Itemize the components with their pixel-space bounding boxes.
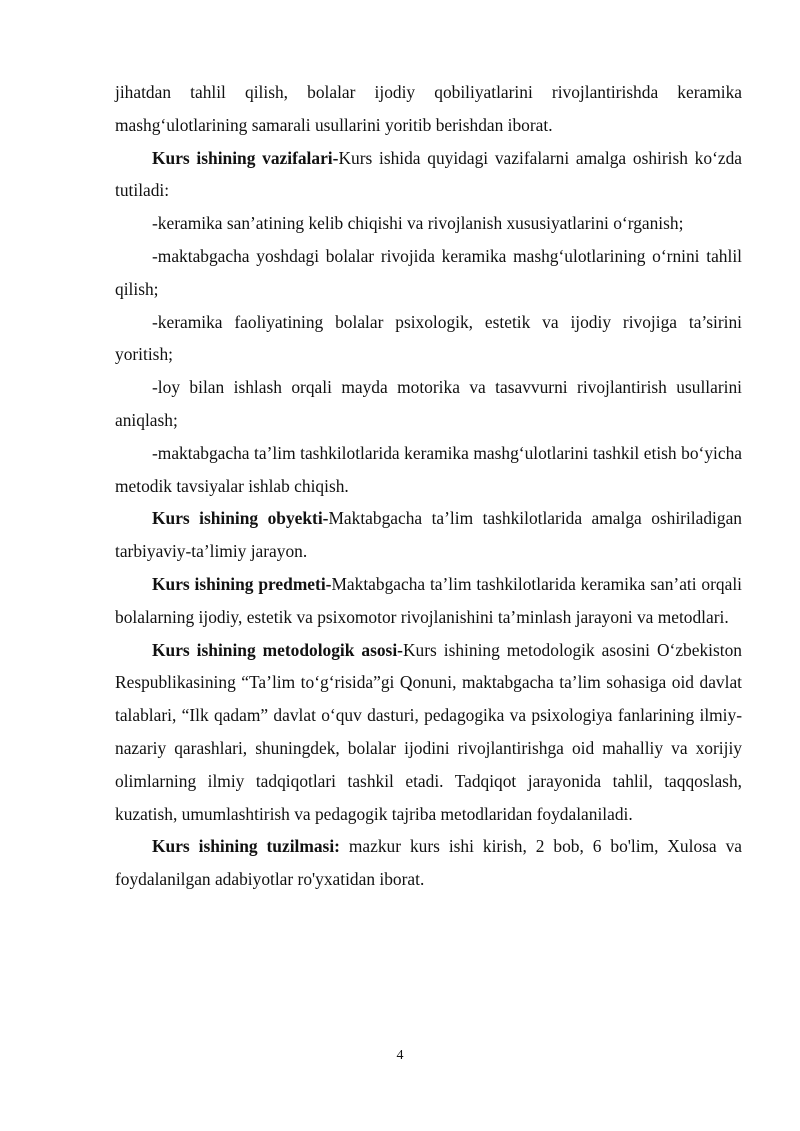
paragraph-label: Kurs ishining predmeti- (152, 573, 332, 594)
paragraph-text: mazkur kurs ishi kirish, 2 bob, 6 bo'lim, Xulosa va foydalanilgan adabiyotlar ro'yxatidan iborat. (115, 836, 742, 890)
paragraph-object (115, 502, 742, 568)
page-number: 4 (396, 1048, 404, 1063)
list-item-text: -keramika san’atining kelib chiqishi va rivojlanish xususiyatlarini o‘rganish; (152, 213, 684, 234)
paragraph-methodology (115, 634, 742, 831)
paragraph-text: Maktabgacha ta’lim tashkilotlarida amalga oshiriladigan tarbiyaviy-ta’limiy jarayon. (115, 508, 742, 562)
list-item-task-2 (115, 240, 742, 306)
paragraph-text: Kurs ishining metodologik asosini O‘zbekiston Respublikasining “Ta’lim to‘g‘risida”gi Qonuni, maktabgacha ta’lim sohasiga oid davlat talablari, “Ilk qadam” davlat o‘quv dasturi, pedagogika va psixologiya fanlarining ilmiy-nazariy qarashlari, shuningdek, bolalar ijodini rivojlantirishga oid mahalliy va xorijiy olimlarning ilmiy tadqiqotlari tashkil etadi. Tadqiqot jarayonida tahlil, taqqoslash, kuzatish, umumlashtirish va pedagogik tajriba metodlaridan foydalaniladi. (115, 639, 742, 824)
list-item-task-1 (115, 207, 742, 240)
paragraph-goal-continuation (115, 76, 742, 142)
paragraph-text: Maktabgacha ta’lim tashkilotlarida keramika san’ati orqali bolalarning ijodiy, estetik va psixomotor rivojlanishini ta’minlash jarayoni va metodlari. (115, 573, 742, 627)
document-page (115, 76, 742, 896)
paragraph-label: Kurs ishining obyekti- (152, 508, 329, 529)
list-item-text: -maktabgacha yoshdagi bolalar rivojida keramika mashg‘ulotlarining o‘rnini tahlil qilish; (115, 245, 742, 299)
paragraph-tasks (115, 142, 742, 208)
paragraph-subject (115, 568, 742, 634)
paragraph-text: Kurs ishida quyidagi vazifalarni amalga oshirish ko‘zda tutiladi: (115, 147, 743, 201)
list-item-text: -maktabgacha ta’lim tashkilotlarida keramika mashg‘ulotlarini tashkil etish bo‘yicha metodik tavsiyalar ishlab chiqish. (115, 442, 742, 496)
list-item-task-3 (115, 306, 742, 372)
paragraph-label: Kurs ishining tuzilmasi: (152, 836, 340, 857)
list-item-task-5 (115, 437, 742, 503)
paragraph-label: Kurs ishining metodologik asosi- (152, 639, 403, 660)
list-item-task-4 (115, 371, 742, 437)
list-item-text: -keramika faoliyatining bolalar psixologik, estetik va ijodiy rivojiga ta’sirini yoritish; (115, 311, 742, 365)
paragraph-text: jihatdan tahlil qilish, bolalar ijodiy qobiliyatlarini rivojlantirishda keramika mashg‘ulotlarining samarali usullarini yoritib berishdan iborat. (115, 82, 742, 135)
list-item-text: -loy bilan ishlash orqali mayda motorika va tasavvurni rivojlantirish usullarini aniqlash; (115, 377, 742, 430)
paragraph-label: Kurs ishining vazifalari- (152, 147, 339, 168)
paragraph-structure (115, 830, 742, 896)
